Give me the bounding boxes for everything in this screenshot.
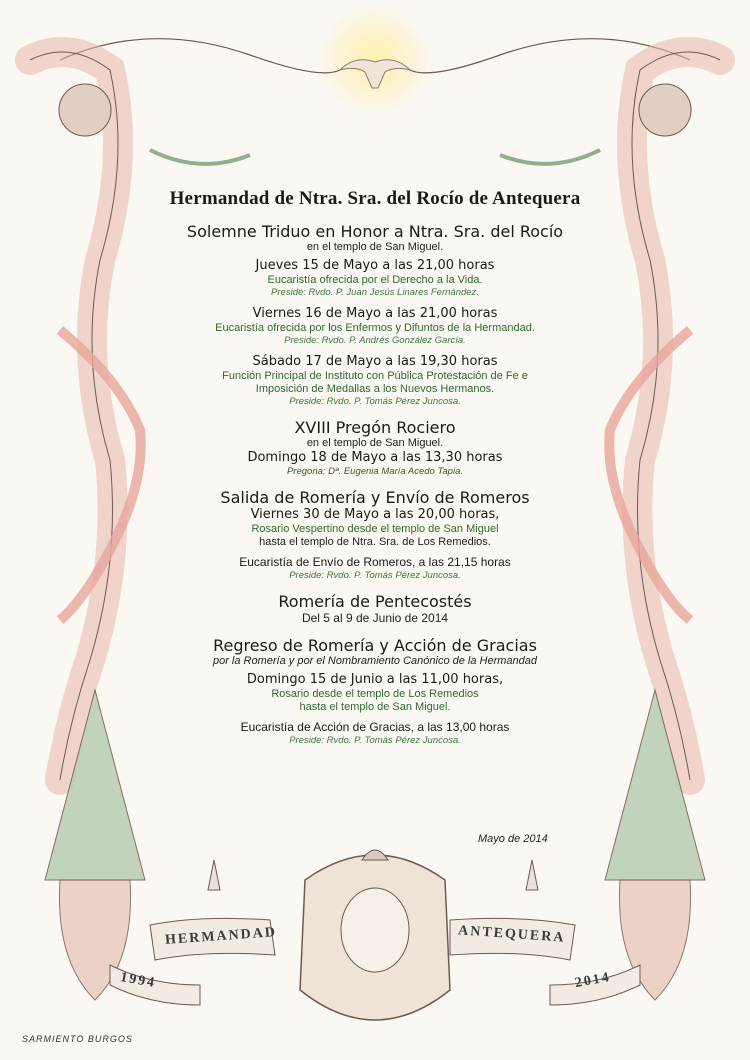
left-column [30, 52, 141, 780]
pregon-speaker: Pregona: Dª. Eugenia María Acedo Tapia. [286, 466, 464, 477]
event-date: Viernes 16 de Mayo a las 21,00 horas [252, 306, 498, 321]
year-right: 2014 [573, 969, 612, 992]
salida-description: hasta el templo de Ntra. Sra. de Los Remedios. [259, 536, 491, 548]
pregon-location: en el templo de San Miguel. [306, 437, 444, 449]
event-item [150, 306, 600, 347]
salida-description: Rosario Vespertino desde el templo de San Miguel [251, 523, 499, 535]
year-left: 1994 [119, 969, 158, 992]
triduo-section [150, 222, 600, 408]
page-title: Hermandad de Ntra. Sra. del Rocío de Antequera [169, 188, 581, 209]
regreso-preside: Preside: Rvdo. P. Tomás Pérez Juncosa. [289, 735, 461, 746]
banner-left-text: HERMANDAD [164, 925, 278, 948]
event-preside: Preside: Rvdo. P. Tomás Pérez Juncosa. [289, 396, 461, 407]
triduo-title: Solemne Triduo en Honor a Ntra. Sra. del Rocío [186, 222, 564, 241]
regreso-description: hasta el templo de San Miguel. [299, 701, 451, 713]
event-date: Jueves 15 de Mayo a las 21,00 horas [255, 258, 495, 273]
regreso-date: Domingo 15 de Junio a las 11,00 horas, [246, 672, 504, 687]
romeria-title: Romería de Pentecostés [278, 592, 472, 611]
dove-icon [320, 5, 430, 115]
regreso-section [150, 636, 600, 747]
event-preside: Preside: Rvdo. P. Andrés González García. [284, 335, 466, 346]
event-description: Imposición de Medallas a los Nuevos Hermanos. [255, 383, 495, 395]
regreso-eucaristia: Eucaristía de Acción de Gracias, a las 13,00 horas [240, 720, 510, 734]
event-date: Sábado 17 de Mayo a las 19,30 horas [252, 354, 498, 369]
pregon-date: Domingo 18 de Mayo a las 13,30 horas [247, 450, 503, 465]
triduo-location: en el templo de San Miguel. [306, 241, 444, 253]
crest-icon [300, 850, 450, 1020]
event-description: Eucaristía ofrecida por los Enfermos y Difuntos de la Hermandad. [215, 322, 535, 334]
regreso-subtitle: por la Romería y por el Nombramiento Canónico de la Hermandad [212, 655, 538, 667]
regreso-description: Rosario desde el templo de Los Remedios [271, 688, 479, 700]
event-description: Función Principal de Instituto con Pública Protestación de Fe e [222, 370, 528, 382]
document-date: Mayo de 2014 [478, 833, 548, 845]
artist-signature: SARMIENTO BURGOS [22, 1034, 133, 1044]
romeria-date: Del 5 al 9 de Junio de 2014 [301, 611, 449, 625]
romeria-section [150, 592, 600, 626]
event-item [150, 354, 600, 408]
banner-right-text: ANTEQUERA [457, 923, 566, 946]
pregon-title: XVIII Pregón Rociero [294, 418, 456, 437]
program-content [150, 188, 600, 757]
salida-preside: Preside: Rvdo. P. Tomás Pérez Juncosa. [289, 570, 461, 581]
event-description: Eucaristía ofrecida por el Derecho a la Vida. [267, 274, 483, 286]
event-item [150, 258, 600, 299]
regreso-title: Regreso de Romería y Acción de Gracias [213, 636, 537, 655]
event-preside: Preside: Rvdo. P. Juan Jesús Linares Fernández. [271, 287, 479, 298]
salida-eucaristia: Eucaristía de Envío de Romeros, a las 21,15 horas [239, 555, 511, 569]
salida-section [150, 488, 600, 582]
pregon-section [150, 418, 600, 478]
right-column [609, 52, 720, 780]
salida-title: Salida de Romería y Envío de Romeros [220, 488, 530, 507]
salida-date: Viernes 30 de Mayo a las 20,00 horas, [250, 507, 500, 522]
